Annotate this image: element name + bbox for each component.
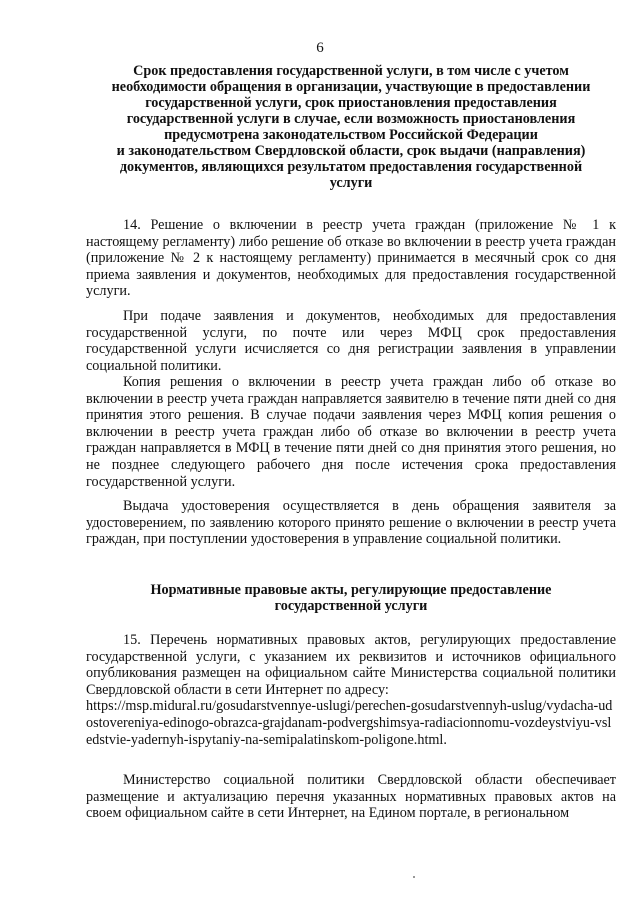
heading-line: предусмотрена законодательством Российской Федерации: [164, 127, 538, 143]
section-heading-term: [86, 63, 616, 191]
heading-line: документов, являющихся результатом предоставления государственной: [119, 159, 583, 175]
paragraph-15-text: 15. Перечень нормативных правовых актов, регулирующих предоставление государственной услуги, с указанием их реквизитов и источников официального опубликования размещен на официальном сайте Министерства социальной политики Свердловской области в сети Интернет по адресу:: [86, 632, 616, 698]
heading-line: Срок предоставления государственной услуги, в том числе с учетом: [133, 63, 569, 79]
heading-line: государственной услуги: [274, 598, 428, 614]
heading-line: государственной услуги в случае, если возможность приостановления: [126, 111, 576, 127]
scan-speck: [413, 876, 415, 878]
heading-line: услуги: [329, 175, 373, 191]
paragraph-14: 14. Решение о включении в реестр учета граждан (приложение № 1 к настоящему регламенту) либо решение об отказе во включении в реестр учета граждан (приложение № 2 к настоящему регламенту) принимается в месячный срок со дня приема заявления и документов, необходимых для предоставления государственной услуги.: [86, 217, 616, 300]
page-number: 6: [316, 40, 324, 56]
heading-line: государственной услуги, срок приостановления предоставления: [145, 95, 557, 111]
paragraph-decision-copy: Копия решения о включении в реестр учета граждан либо об отказе во включении в реестр учета граждан направляется заявителю в течение пяти дней со дня принятия этого решения. В случае подачи заявления через МФЦ копия решения о включении в реестр учета граждан либо об отказе во включении в реестр учета граждан направляется в МФЦ в течение пяти дней со дня принятия этого решения, но не позднее следующего рабочего дня после истечения срока предоставления государственной услуги.: [86, 374, 616, 490]
paragraph-15: [86, 632, 616, 748]
paragraph-mfc-submission: При подаче заявления и документов, необходимых для предоставления государственной услуги, по почте или через МФЦ срок предоставления государственной услуги исчисляется со дня регистрации заявления в управлении социальной политики.: [86, 308, 616, 374]
paragraph-certificate-issue: Выдача удостоверения осуществляется в день обращения заявителя за удостоверением, по заявлению которого принято решение о включении в реестр учета граждан, при поступлении удостоверения в управление социальной политики.: [86, 498, 616, 548]
heading-line: Нормативные правовые акты, регулирующие предоставление: [150, 582, 552, 598]
paragraph-ministry-duties: Министерство социальной политики Свердловской области обеспечивает размещение и актуализацию перечня указанных нормативных правовых актов на своем официальном сайте в сети Интернет, на Едином портале, в региональном: [86, 772, 616, 822]
heading-line: необходимости обращения в организации, участвующие в предоставлении: [111, 79, 591, 95]
ministry-url-link[interactable]: https://msp.midural.ru/gosudarstvennye-uslugi/perechen-gosudarstvennyh-uslug/vydacha-udostovereniya-edinogo-obrazca-grajdanam-podvergshimsya-radiacionnomu-vozdeystviyu-vsledstvie-yadernyh-ispytaniy-na-semipalatinskom-poligone.html.: [86, 698, 613, 748]
heading-line: и законодательством Свердловской области, срок выдачи (направления): [116, 143, 586, 159]
section-heading-legal-acts: [86, 582, 616, 614]
